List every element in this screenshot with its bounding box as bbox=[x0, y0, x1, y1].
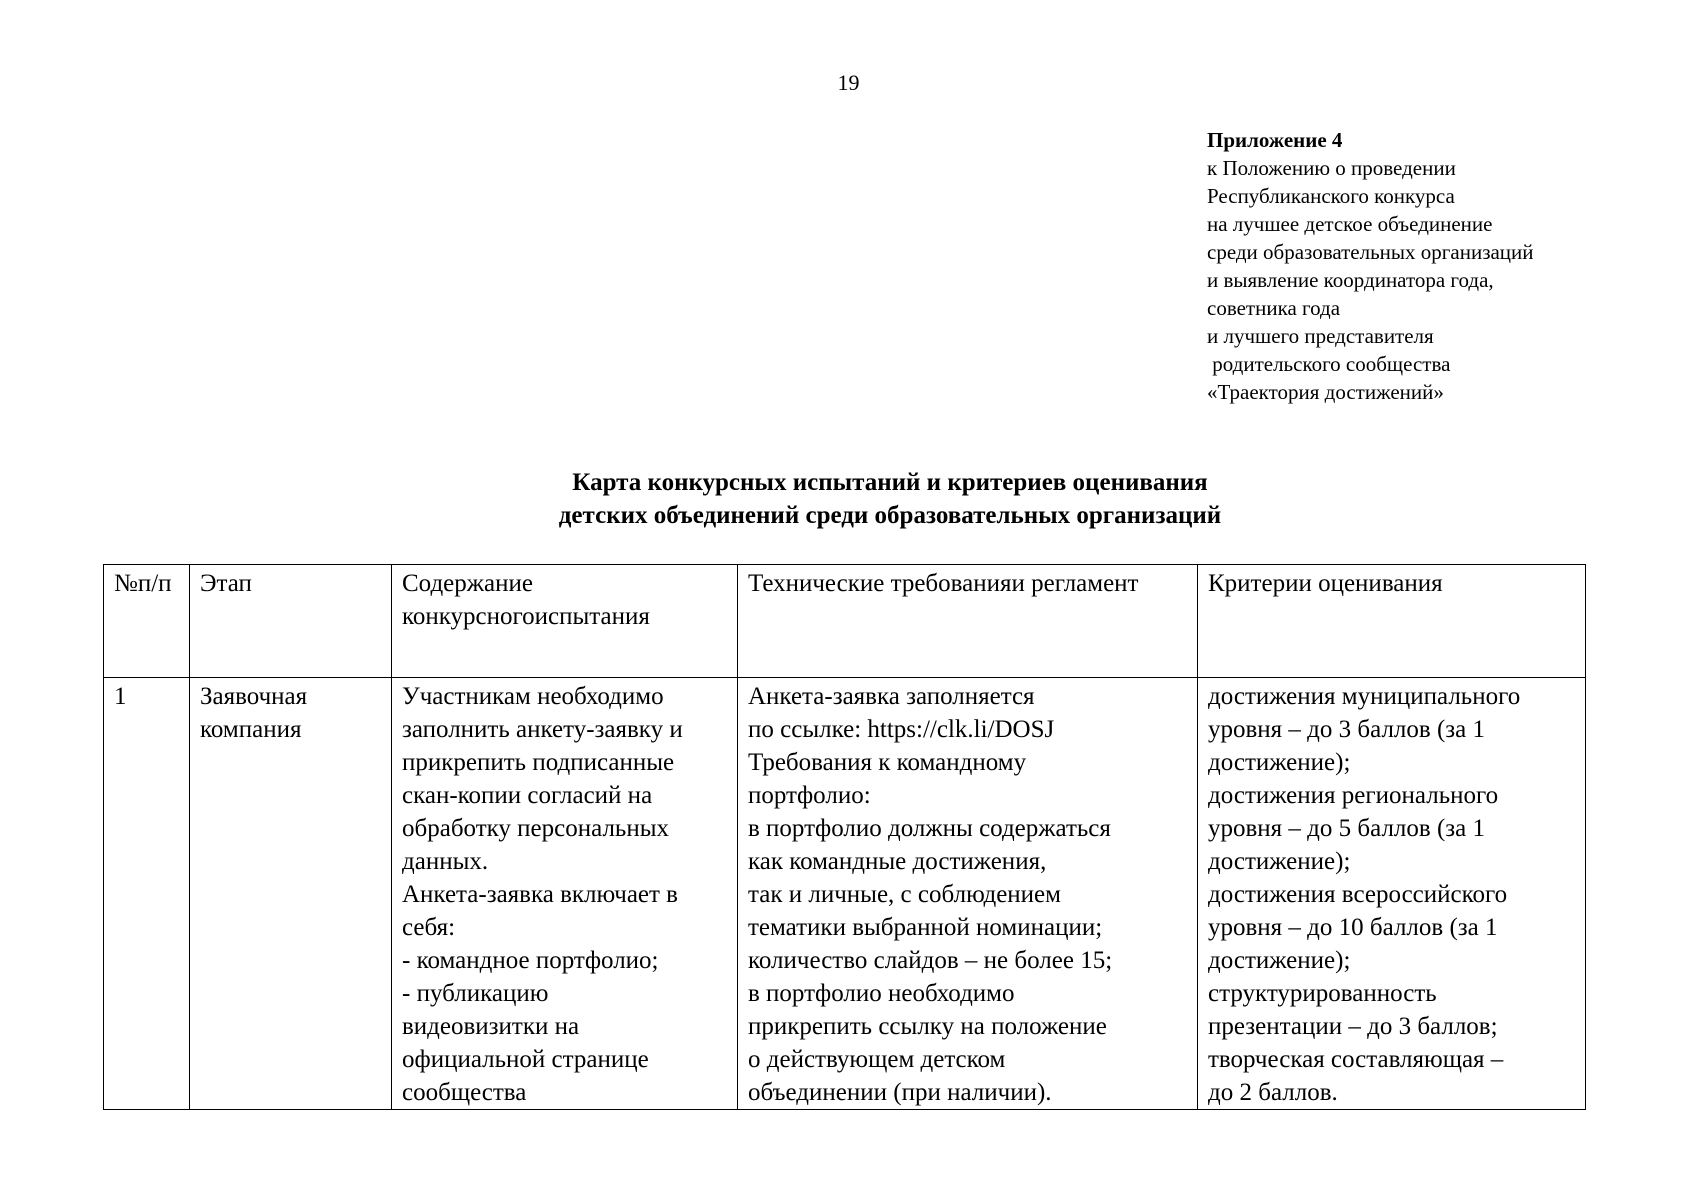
cell-line: достижения муниципального bbox=[1208, 683, 1521, 710]
cell-line: № bbox=[114, 570, 138, 597]
cell-line: видеовизитки на bbox=[402, 1013, 580, 1040]
cell-line: Технические требования bbox=[748, 570, 1012, 597]
appendix-line: Республиканского конкурса bbox=[1207, 184, 1455, 208]
appendix-line: к Положению о проведении bbox=[1207, 156, 1456, 180]
appendix-header bbox=[1207, 126, 1534, 406]
cell-line: уровня – до 5 баллов (за 1 bbox=[1208, 815, 1485, 842]
appendix-line: «Траектория достижений» bbox=[1207, 380, 1444, 404]
appendix-line: советника года bbox=[1207, 296, 1341, 320]
cell-line: Анкета-заявка заполняется bbox=[748, 683, 1035, 710]
cell-tech bbox=[738, 678, 1198, 1110]
table-row bbox=[104, 678, 1586, 1110]
header-tech bbox=[738, 565, 1198, 678]
cell-line: обработку персональных bbox=[402, 815, 669, 842]
cell-line: портфолио: bbox=[748, 782, 871, 809]
cell-line: достижение); bbox=[1208, 848, 1351, 875]
appendix-title: Приложение 4 bbox=[1207, 128, 1343, 152]
cell-line: Этап bbox=[200, 570, 252, 597]
cell-line: уровня – до 10 баллов (за 1 bbox=[1208, 914, 1498, 941]
cell-line: 1 bbox=[114, 683, 127, 710]
cell-content bbox=[392, 678, 738, 1110]
criteria-table bbox=[103, 564, 1586, 1110]
cell-line: количество слайдов – не более 15; bbox=[748, 947, 1113, 974]
cell-num bbox=[104, 678, 190, 1110]
cell-line: объединении (при наличии). bbox=[748, 1079, 1052, 1106]
cell-line: в портфолио необходимо bbox=[748, 980, 1015, 1007]
cell-line: достижения регионального bbox=[1208, 782, 1499, 809]
cell-line: Заявочная bbox=[200, 683, 308, 710]
cell-line: Содержание конкурсного bbox=[402, 570, 535, 630]
header-criteria bbox=[1198, 565, 1586, 678]
cell-line: испытания bbox=[534, 603, 650, 630]
cell-criteria bbox=[1198, 678, 1586, 1110]
appendix-line: среди образовательных организаций bbox=[1207, 240, 1534, 264]
cell-line: в портфолио должны содержаться bbox=[748, 815, 1111, 842]
document-title-line-2: детских объединений среди образовательных организаций bbox=[558, 502, 1222, 529]
document-title-line-1: Карта конкурсных испытаний и критериев оценивания bbox=[572, 469, 1208, 496]
cell-line: себя: bbox=[402, 914, 456, 941]
appendix-line: на лучшее детское объединение bbox=[1207, 212, 1493, 236]
cell-line: компания bbox=[200, 716, 302, 743]
cell-line: творческая составляющая – bbox=[1208, 1046, 1504, 1073]
cell-line: до 2 баллов. bbox=[1208, 1079, 1338, 1106]
appendix-line: и лучшего представителя bbox=[1207, 324, 1434, 348]
cell-line: Требования к командному bbox=[748, 749, 1027, 776]
cell-line: - публикацию bbox=[402, 980, 549, 1007]
cell-line: структурированность bbox=[1208, 980, 1437, 1007]
cell-line: по ссылке: https://clk.li/DOSJ bbox=[748, 716, 1055, 743]
cell-line: прикрепить подписанные bbox=[402, 749, 675, 776]
cell-line: заполнить анкету-заявку и bbox=[402, 716, 683, 743]
cell-line: достижение); bbox=[1208, 947, 1351, 974]
document-title bbox=[0, 466, 1697, 532]
cell-line: п/п bbox=[137, 570, 172, 597]
header-num bbox=[104, 565, 190, 678]
cell-line: достижения всероссийского bbox=[1208, 881, 1508, 908]
cell-line: Анкета-заявка включает в bbox=[402, 881, 678, 908]
cell-line: тематики выбранной номинации; bbox=[748, 914, 1103, 941]
cell-line: о действующем детском bbox=[748, 1046, 1006, 1073]
cell-line: Участникам необходимо bbox=[402, 683, 664, 710]
cell-line: так и личные, с соблюдением bbox=[748, 881, 1061, 908]
cell-line: данных. bbox=[402, 848, 489, 875]
header-content bbox=[392, 565, 738, 678]
cell-stage bbox=[190, 678, 392, 1110]
cell-line: уровня – до 3 баллов (за 1 bbox=[1208, 716, 1485, 743]
cell-line: как командные достижения, bbox=[748, 848, 1047, 875]
cell-line: и регламент bbox=[1011, 570, 1139, 597]
cell-line: прикрепить ссылку на положение bbox=[748, 1013, 1107, 1040]
cell-line: презентации – до 3 баллов; bbox=[1208, 1013, 1498, 1040]
cell-line: скан-копии согласий на bbox=[402, 782, 653, 809]
appendix-line: и выявление координатора года, bbox=[1207, 268, 1494, 292]
table-header-row bbox=[104, 565, 1586, 678]
appendix-line: родительского сообщества bbox=[1207, 352, 1451, 376]
cell-line: сообщества bbox=[402, 1079, 527, 1106]
cell-line: - командное портфолио; bbox=[402, 947, 659, 974]
page-number: 19 bbox=[837, 70, 860, 95]
cell-line: официальной странице bbox=[402, 1046, 649, 1073]
header-stage bbox=[190, 565, 392, 678]
cell-line: достижение); bbox=[1208, 749, 1351, 776]
cell-line: Критерии оценивания bbox=[1208, 570, 1443, 597]
